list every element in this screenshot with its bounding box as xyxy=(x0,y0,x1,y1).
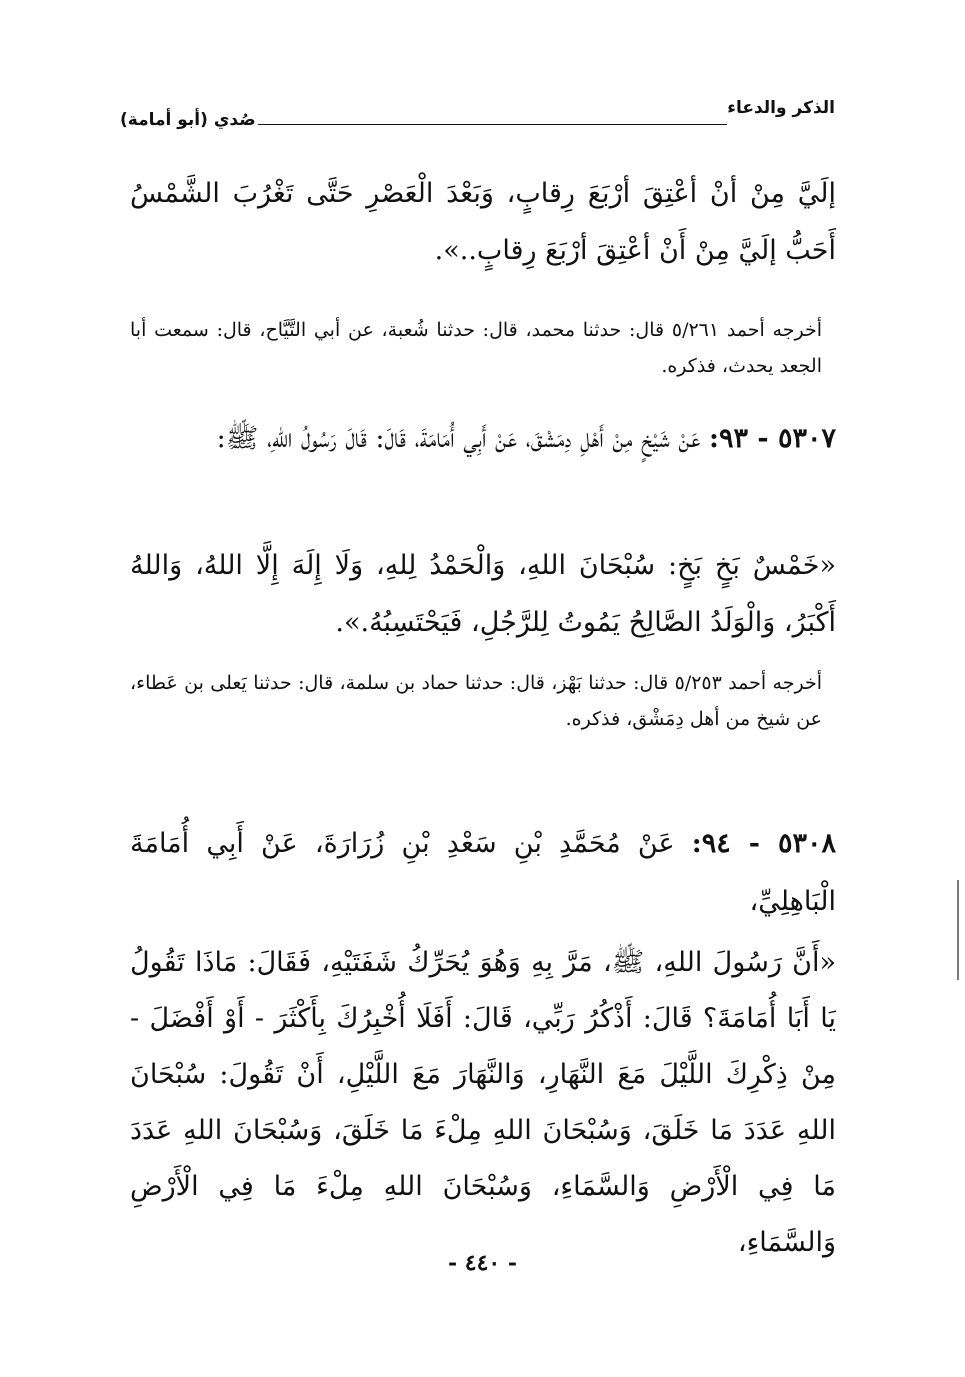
narrator-title: صُدي (أبو أمامة) xyxy=(120,110,256,130)
hadith-94-heading xyxy=(130,815,836,931)
footnote-takhrij-2: أخرجه أحمد ٥/٢٥٣ قال: حدثنا بَهْز، قال: حدثنا حماد بن سلمة، قال: حدثنا يَعلى بن عَطاء، عن شيخ من أهل دِمَشْق، فذكره. xyxy=(130,672,822,730)
page-number: - ٤٤٠ - xyxy=(447,1250,518,1276)
hadith-93-number: ٥٣٠٧ - ٩٣: xyxy=(708,423,836,454)
hadith-94-number: ٥٣٠٨ - ٩٤: xyxy=(691,828,836,859)
scan-edge-mark xyxy=(957,880,959,980)
hadith-94-chain: عَنْ مُحَمَّدِ بْنِ سَعْدِ بْنِ زُرَارَةَ، عَنْ أَبِي أُمَامَةَ الْبَاهِلِيِّ، xyxy=(130,828,836,917)
hadith-94-text: «أَنَّ رَسُولَ اللهِ، ﷺ، مَرَّ بِهِ وَهُوَ يُحَرِّكُ شَفَتَيْهِ، فَقَالَ: مَاذَا تَقُولُ يَا أَبَا أُمَامَةَ؟ قَالَ: أَذْكُرُ رَبِّي، قَالَ: أَفَلَا أُخْبِرُكَ بِأَكْثَرَ - أَوْ أَفْضَلَ - مِنْ ذِكْرِكَ اللَّيْلَ مَعَ النَّهَارِ، وَالنَّهَارَ مَعَ اللَّيْلِ، أَنْ تَقُولَ: سُبْحَانَ اللهِ عَدَدَ مَا خَلَقَ، وَسُبْحَانَ اللهِ مِلْءَ مَا خَلَقَ، وَسُبْحَانَ اللهِ عَدَدَ مَا فِي الْأَرْضِ وَالسَّمَاءِ، وَسُبْحَانَ اللهِ مِلْءَ مَا فِي الْأَرْضِ وَالسَّمَاءِ، xyxy=(130,947,836,1258)
running-header xyxy=(120,98,835,134)
hadith-93-heading xyxy=(130,410,836,468)
continuation-paragraph: إلَيَّ مِنْ أنْ أعْتِقَ أرْبَعَ رِقابٍ، وَبَعْدَ الْعَصْرِ حَتَّى تَغْرُبَ الشَّمْسُ أَحَبُّ إلَيَّ مِنْ أَنْ أعْتِقَ أرْبَعَ رِقابٍ..». xyxy=(130,178,836,266)
hadith-93-chain: عَنْ شَيْخٍ مِنْ أَهْلِ دِمَشْقَ، عَنْ أَبِي أُمَامَةَ، قَالَ: قَالَ رَسُولُ اللهِ، ﷺ: xyxy=(216,423,701,454)
hadith-93-text: «خَمْسٌ بَخٍ بَخٍ: سُبْحَانَ اللهِ، وَالْحَمْدُ لِلهِ، وَلَا إِلَهَ إِلَّا اللهُ، وَاللهُ أَكْبَرُ، وَالْوَلَدُ الصَّالِحُ يَمُوتُ لِلرَّجُلِ، فَيَحْتَسِبُهُ.». xyxy=(130,550,836,638)
footnote-takhrij-1: أخرجه أحمد ٥/٢٦١ قال: حدثنا محمد، قال: حدثنا شُعبة، عن أبي التَّيَّاح، قال: سمعت أبا الجعد يحدث، فذكره. xyxy=(130,319,822,377)
header-rule xyxy=(258,124,727,125)
section-title: الذكر والدعاء xyxy=(727,98,835,118)
